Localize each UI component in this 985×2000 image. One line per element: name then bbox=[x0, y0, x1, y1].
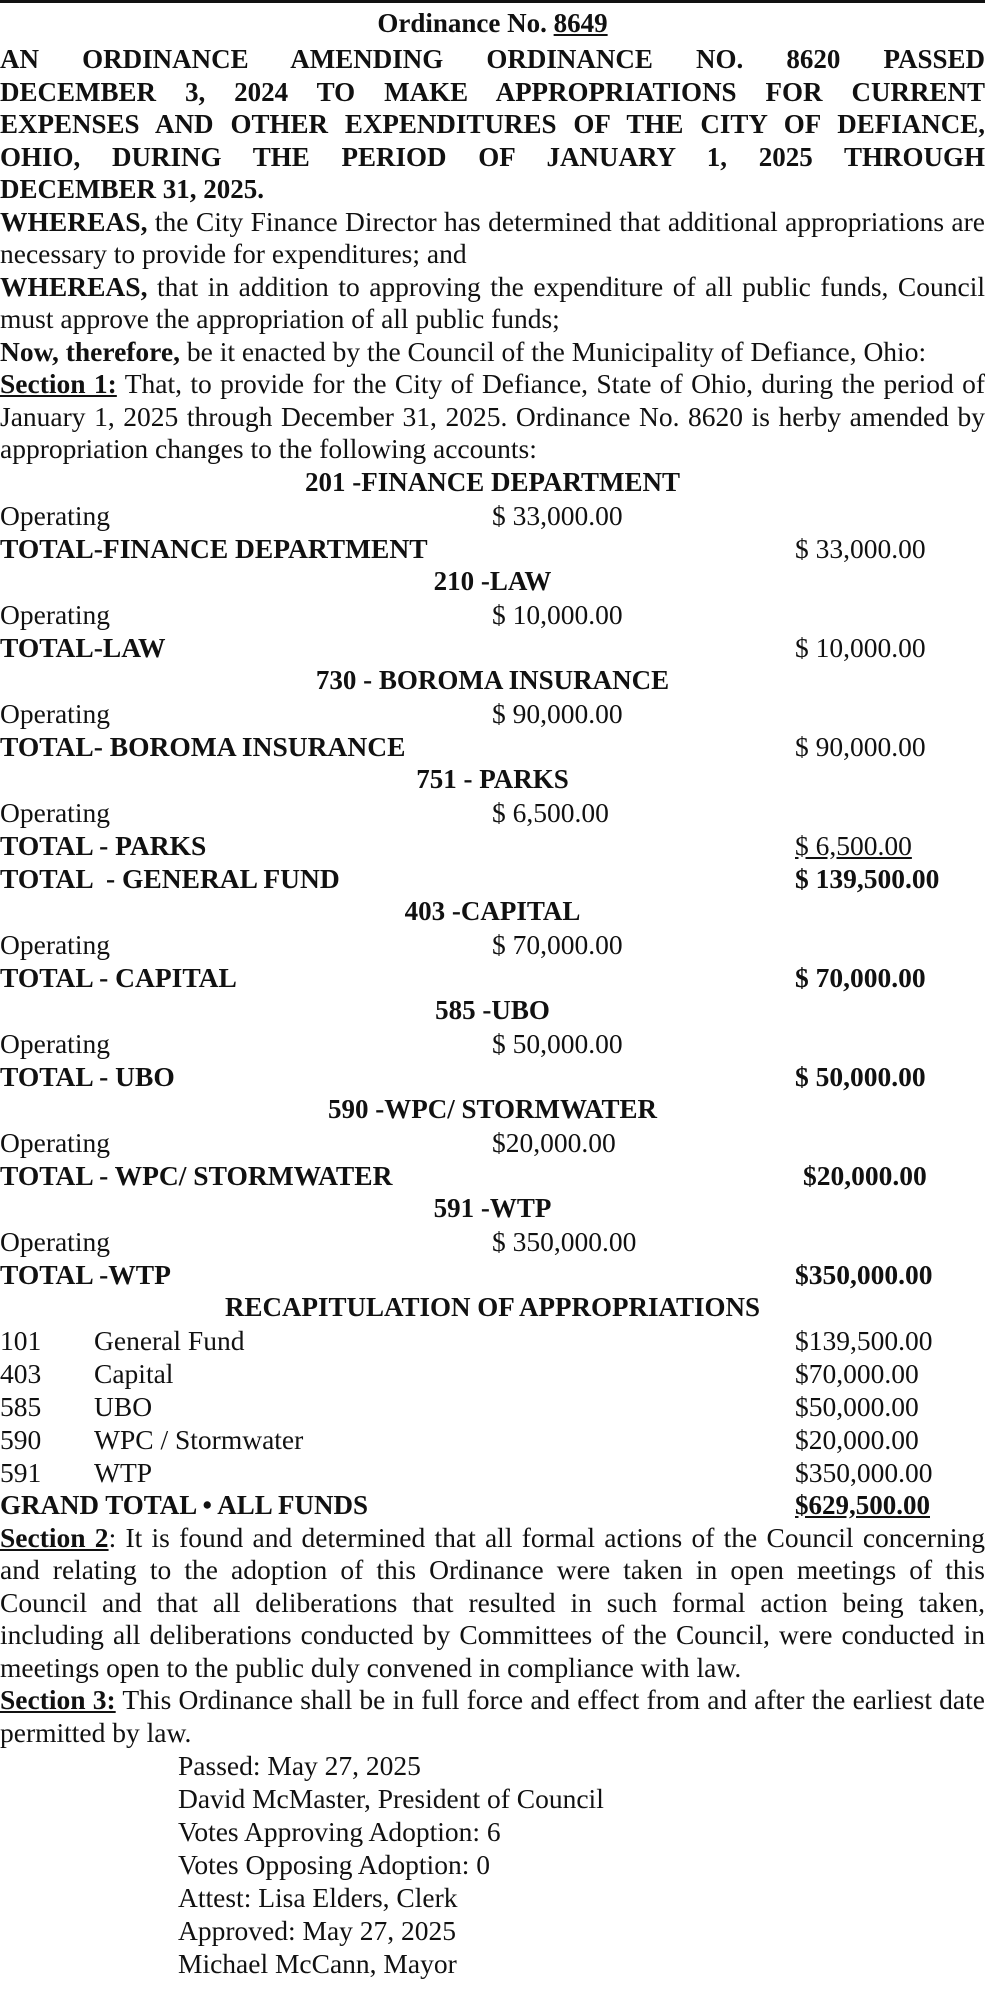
dept-law bbox=[0, 565, 985, 664]
operating-row bbox=[0, 928, 985, 961]
ordinance-title bbox=[0, 3, 985, 43]
operating-amount: $ 90,000.00 bbox=[492, 697, 623, 729]
fund-wtp bbox=[0, 1192, 985, 1291]
recap-section bbox=[0, 1291, 985, 1522]
fund-total-amount: $ 70,000.00 bbox=[795, 961, 926, 993]
dept-total-amount: $ 33,000.00 bbox=[795, 532, 926, 564]
fund-heading: 403 -CAPITAL bbox=[404, 895, 581, 926]
recap-fund-number: 403 bbox=[0, 1357, 42, 1389]
fund-total-amount: $350,000.00 bbox=[795, 1258, 933, 1290]
recap-fund-number: 590 bbox=[0, 1423, 42, 1455]
now-therefore-lead: Now, therefore, bbox=[0, 335, 180, 367]
dept-parks bbox=[0, 763, 985, 862]
recap-fund-amount: $50,000.00 bbox=[795, 1390, 919, 1422]
general-fund-total-label: TOTAL - GENERAL FUND bbox=[0, 862, 340, 894]
operating-label: Operating bbox=[0, 598, 110, 630]
heading-line: AN ORDINANCE AMENDING ORDINANCE NO. 8620 PASSED bbox=[0, 44, 985, 74]
council-president: David McMaster, President of Council bbox=[178, 1783, 604, 1814]
fund-total-label: TOTAL - CAPITAL bbox=[0, 961, 237, 993]
whereas-lead: WHEREAS, bbox=[0, 205, 148, 237]
recap-fund-amount: $350,000.00 bbox=[795, 1456, 933, 1488]
fund-wpc-stormwater bbox=[0, 1093, 985, 1192]
operating-amount: $ 50,000.00 bbox=[492, 1027, 623, 1059]
recap-fund-name: WTP bbox=[94, 1456, 153, 1488]
grand-total-label: GRAND TOTAL • ALL FUNDS bbox=[0, 1489, 369, 1520]
operating-amount: $20,000.00 bbox=[492, 1126, 616, 1158]
votes-approving: Votes Approving Adoption: 6 bbox=[178, 1816, 501, 1847]
fund-heading: 590 -WPC/ STORMWATER bbox=[327, 1093, 658, 1124]
now-therefore-text: be it enacted by the Council of the Municipality of Defiance, Ohio: bbox=[179, 335, 927, 367]
operating-row bbox=[0, 499, 985, 532]
fund-total-amount: $ 50,000.00 bbox=[795, 1060, 926, 1092]
signature-block bbox=[0, 1749, 985, 1980]
recap-fund-number: 591 bbox=[0, 1456, 42, 1488]
recap-fund-number: 585 bbox=[0, 1390, 42, 1422]
operating-row bbox=[0, 1027, 985, 1060]
fund-ubo bbox=[0, 994, 985, 1093]
section-3 bbox=[0, 1684, 985, 1749]
section-3-lead: Section 3: bbox=[0, 1684, 116, 1715]
fund-total-label: TOTAL - WPC/ STORMWATER bbox=[0, 1159, 393, 1191]
section-3-text: This Ordinance shall be in full force and effect from and after the earliest date permitted by law. bbox=[0, 1684, 985, 1748]
ordinance-number: 8649 bbox=[553, 8, 608, 38]
dept-boroma-insurance bbox=[0, 664, 985, 763]
dept-total-row bbox=[0, 730, 985, 763]
dept-heading: 210 -LAW bbox=[433, 565, 552, 596]
fund-total-amount: $20,000.00 bbox=[803, 1159, 927, 1191]
dept-total-label: TOTAL-LAW bbox=[0, 631, 166, 663]
ordinance-document bbox=[0, 3, 985, 1980]
dept-total-amount: $ 90,000.00 bbox=[795, 730, 926, 762]
section-2-text: : It is found and determined that all formal actions of the Council concerning and relating to the adoption of this Ordinance were taken in open meetings of this Council and that all deliberations that resulted in such formal action being taken, including all deliberations conducted by Committees of the Council, were conducted in meetings open to the public duly convened in compliance with law. bbox=[0, 1521, 985, 1683]
whereas-clause-2 bbox=[0, 271, 985, 336]
recap-heading: RECAPITULATION OF APPROPRIATIONS bbox=[224, 1291, 761, 1322]
recap-row bbox=[0, 1423, 985, 1456]
now-therefore-clause bbox=[0, 336, 985, 369]
fund-total-row bbox=[0, 1258, 985, 1291]
fund-heading: 585 -UBO bbox=[435, 994, 550, 1025]
operating-label: Operating bbox=[0, 499, 110, 531]
operating-amount: $ 350,000.00 bbox=[492, 1225, 637, 1257]
ordinance-label: Ordinance No. bbox=[377, 8, 547, 38]
operating-row bbox=[0, 598, 985, 631]
recap-fund-amount: $139,500.00 bbox=[795, 1324, 933, 1356]
grand-total-amount: $629,500.00 bbox=[795, 1489, 930, 1520]
heading-line: EXPENSES AND OTHER EXPENDITURES OF THE CITY OF DEFIANCE, bbox=[0, 109, 985, 139]
dept-total-label: TOTAL- BOROMA INSURANCE bbox=[0, 730, 406, 762]
dept-heading: 751 - PARKS bbox=[416, 763, 569, 794]
operating-label: Operating bbox=[0, 1225, 110, 1257]
heading-line: DECEMBER 31, 2025. bbox=[0, 174, 265, 204]
dept-finance bbox=[0, 466, 985, 565]
operating-amount: $ 6,500.00 bbox=[492, 796, 609, 828]
general-fund-total-amount: $ 139,500.00 bbox=[795, 862, 940, 894]
whereas-text: that in addition to approving the expenditure of all public funds, Council must approve the appropriation of all public funds; bbox=[0, 270, 985, 334]
dept-total-row bbox=[0, 631, 985, 664]
section-1 bbox=[0, 368, 985, 466]
recap-fund-name: UBO bbox=[94, 1390, 153, 1422]
fund-total-row bbox=[0, 961, 985, 994]
dept-total-label: TOTAL - PARKS bbox=[0, 829, 207, 861]
whereas-clause-1 bbox=[0, 206, 985, 271]
operating-label: Operating bbox=[0, 796, 110, 828]
operating-label: Operating bbox=[0, 928, 110, 960]
approved-date: Approved: May 27, 2025 bbox=[178, 1915, 457, 1946]
fund-capital bbox=[0, 895, 985, 994]
heading-line: DECEMBER 3, 2024 TO MAKE APPROPRIATIONS FOR CURRENT bbox=[0, 76, 985, 107]
operating-label: Operating bbox=[0, 697, 110, 729]
dept-heading: 201 -FINANCE DEPARTMENT bbox=[304, 466, 681, 497]
recap-row bbox=[0, 1357, 985, 1390]
fund-total-row bbox=[0, 1159, 985, 1192]
recap-fund-name: General Fund bbox=[94, 1324, 245, 1356]
dept-total-row bbox=[0, 829, 985, 862]
operating-label: Operating bbox=[0, 1126, 110, 1158]
recap-fund-amount: $20,000.00 bbox=[795, 1423, 919, 1455]
section-1-lead: Section 1: bbox=[0, 368, 117, 399]
grand-total-row bbox=[0, 1489, 985, 1522]
operating-amount: $ 33,000.00 bbox=[492, 499, 623, 531]
operating-row bbox=[0, 697, 985, 730]
fund-total-label: TOTAL - UBO bbox=[0, 1060, 175, 1092]
dept-total-amount: $ 6,500.00 bbox=[795, 829, 912, 861]
whereas-text: the City Finance Director has determined that additional appropriations are necessary to provide for expenditures; and bbox=[0, 205, 985, 269]
general-fund-total-row bbox=[0, 862, 985, 895]
mayor: Michael McCann, Mayor bbox=[178, 1948, 457, 1979]
recap-row bbox=[0, 1390, 985, 1423]
heading-line: OHIO, DURING THE PERIOD OF JANUARY 1, 2025 THROUGH bbox=[0, 141, 985, 172]
dept-total-row bbox=[0, 532, 985, 565]
dept-total-label: TOTAL-FINANCE DEPARTMENT bbox=[0, 532, 428, 564]
operating-row bbox=[0, 1225, 985, 1258]
section-2 bbox=[0, 1522, 985, 1685]
dept-total-amount: $ 10,000.00 bbox=[795, 631, 926, 663]
recap-fund-name: WPC / Stormwater bbox=[94, 1423, 304, 1455]
recap-fund-number: 101 bbox=[0, 1324, 42, 1356]
operating-row bbox=[0, 796, 985, 829]
fund-heading: 591 -WTP bbox=[433, 1192, 552, 1223]
dept-heading: 730 - BOROMA INSURANCE bbox=[315, 664, 670, 695]
ordinance-heading bbox=[0, 43, 985, 206]
operating-row bbox=[0, 1126, 985, 1159]
fund-total-label: TOTAL -WTP bbox=[0, 1258, 171, 1290]
recap-row bbox=[0, 1456, 985, 1489]
operating-amount: $ 70,000.00 bbox=[492, 928, 623, 960]
operating-label: Operating bbox=[0, 1027, 110, 1059]
whereas-lead: WHEREAS, bbox=[0, 270, 148, 302]
operating-amount: $ 10,000.00 bbox=[492, 598, 623, 630]
recap-row bbox=[0, 1324, 985, 1357]
attest-clerk: Attest: Lisa Elders, Clerk bbox=[178, 1882, 458, 1913]
fund-total-row bbox=[0, 1060, 985, 1093]
passed-date: Passed: May 27, 2025 bbox=[178, 1750, 421, 1781]
votes-opposing: Votes Opposing Adoption: 0 bbox=[178, 1849, 490, 1880]
section-2-lead: Section 2 bbox=[0, 1521, 109, 1553]
recap-fund-amount: $70,000.00 bbox=[795, 1357, 919, 1389]
recap-fund-name: Capital bbox=[94, 1357, 174, 1389]
section-1-text: That, to provide for the City of Defiance, State of Ohio, during the period of January 1, 2025 through December 31, 2025. Ordinance No. 8620 is herby amended by appropriation changes to the following accounts: bbox=[0, 368, 985, 464]
